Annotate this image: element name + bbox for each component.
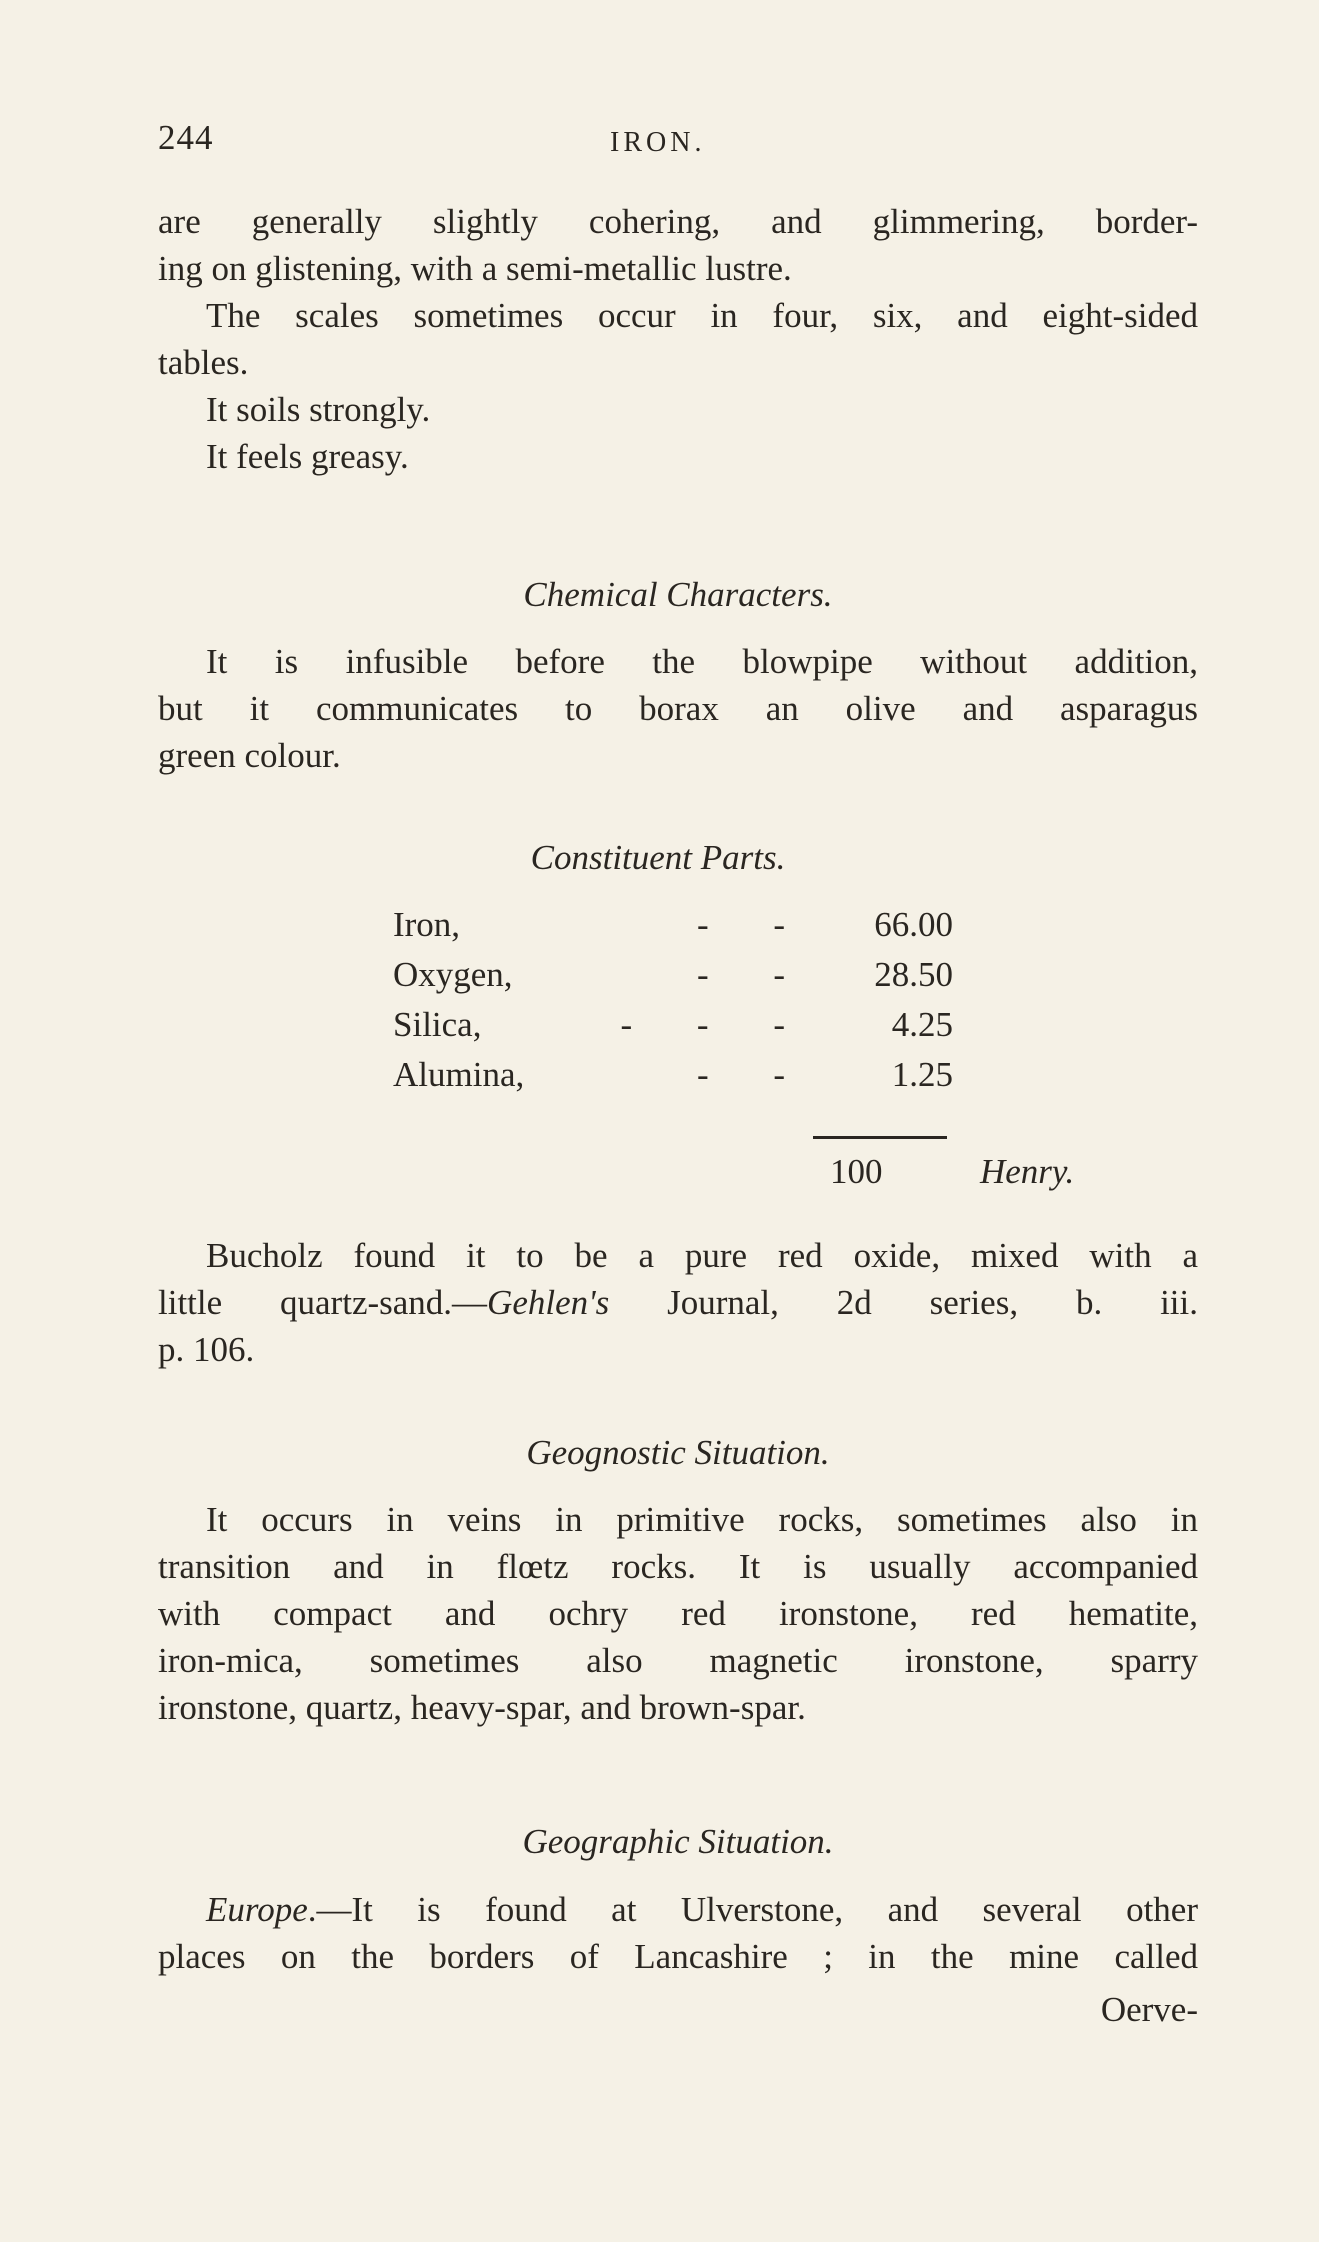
running-title: IRON. [610, 127, 706, 158]
text-line [158, 1886, 1198, 1933]
constituent-value: 1.25 [891, 1055, 953, 1094]
text-line: green colour. [158, 736, 341, 775]
constituent-name: Alumina, [393, 1055, 525, 1094]
journal-name: Gehlen's [487, 1283, 610, 1322]
paragraph-greasy [158, 433, 1198, 480]
text-segment: little quartz-sand.— [158, 1283, 488, 1322]
leader-dashes: - - [696, 955, 813, 994]
paragraph-scales [158, 292, 1198, 386]
constituent-name: Oxygen, [393, 955, 513, 994]
text-line: iron-mica, sometimes also magnetic ironstone, sparry [158, 1641, 1198, 1680]
heading-geographic-situation: Geographic Situation. [522, 1822, 834, 1861]
text-line: with compact and ochry red ironstone, red hematite, [158, 1594, 1198, 1633]
leader-dashes: - - [696, 1055, 813, 1094]
heading-constituent-parts: Constituent Parts. [530, 838, 786, 877]
text-line: p. 106. [158, 1330, 255, 1369]
table-row [393, 905, 953, 955]
constituent-parts-table [393, 905, 953, 1105]
catchword: Oerve- [1100, 1990, 1198, 2029]
running-head [158, 118, 1198, 168]
text-line: transition and in flœtz rocks. It is usually accompanied [158, 1547, 1198, 1586]
text-line: ironstone, quartz, heavy-spar, and brown-spar. [158, 1688, 806, 1727]
constituent-name: Silica, [393, 1005, 482, 1044]
paragraph-lustre [158, 198, 1198, 292]
text-line: tables. [158, 343, 249, 382]
paragraph-soils [158, 386, 1198, 433]
paragraph-geographic [158, 1886, 1198, 1980]
table-row [393, 955, 953, 1005]
text-segment: Journal, 2d series, b. iii. [609, 1283, 1198, 1322]
text-segment: .—It is found at Ulverstone, and several other [307, 1890, 1198, 1929]
page-number: 244 [158, 118, 214, 157]
text-line: The scales sometimes occur in four, six, and eight-sided [206, 296, 1198, 335]
text-line: It soils strongly. [206, 390, 431, 429]
total-rule [813, 1136, 947, 1139]
leader-dashes: - - [696, 905, 813, 944]
leader-dashes: - - - [620, 1005, 813, 1044]
text-line: ing on glistening, with a semi-metallic lustre. [158, 249, 792, 288]
paragraph-bucholz [158, 1232, 1198, 1373]
total-value: 100 [830, 1152, 883, 1191]
constituent-name: Iron, [393, 905, 461, 944]
heading-chemical-characters: Chemical Characters. [523, 575, 833, 614]
analysis-authority: Henry. [980, 1152, 1075, 1191]
text-line: but it communicates to borax an olive and asparagus [158, 689, 1198, 728]
table-row [393, 1005, 953, 1055]
text-line: Bucholz found it to be a pure red oxide, mixed with a [206, 1236, 1198, 1275]
text-line: are generally slightly cohering, and glimmering, border- [158, 202, 1198, 241]
text-line: It is infusible before the blowpipe without addition, [206, 642, 1198, 681]
constituent-value: 28.50 [874, 955, 953, 994]
text-line: places on the borders of Lancashire ; in the mine called [158, 1937, 1198, 1976]
table-row [393, 1055, 953, 1105]
text-line [158, 1279, 1198, 1326]
paragraph-chemical [158, 638, 1198, 779]
text-line: It feels greasy. [206, 437, 409, 476]
heading-geognostic-situation: Geognostic Situation. [526, 1433, 830, 1472]
constituent-value: 66.00 [874, 905, 953, 944]
text-line: It occurs in veins in primitive rocks, sometimes also in [206, 1500, 1198, 1539]
region-name: Europe [206, 1890, 308, 1929]
paragraph-geognostic [158, 1496, 1198, 1731]
constituent-value: 4.25 [891, 1005, 953, 1044]
